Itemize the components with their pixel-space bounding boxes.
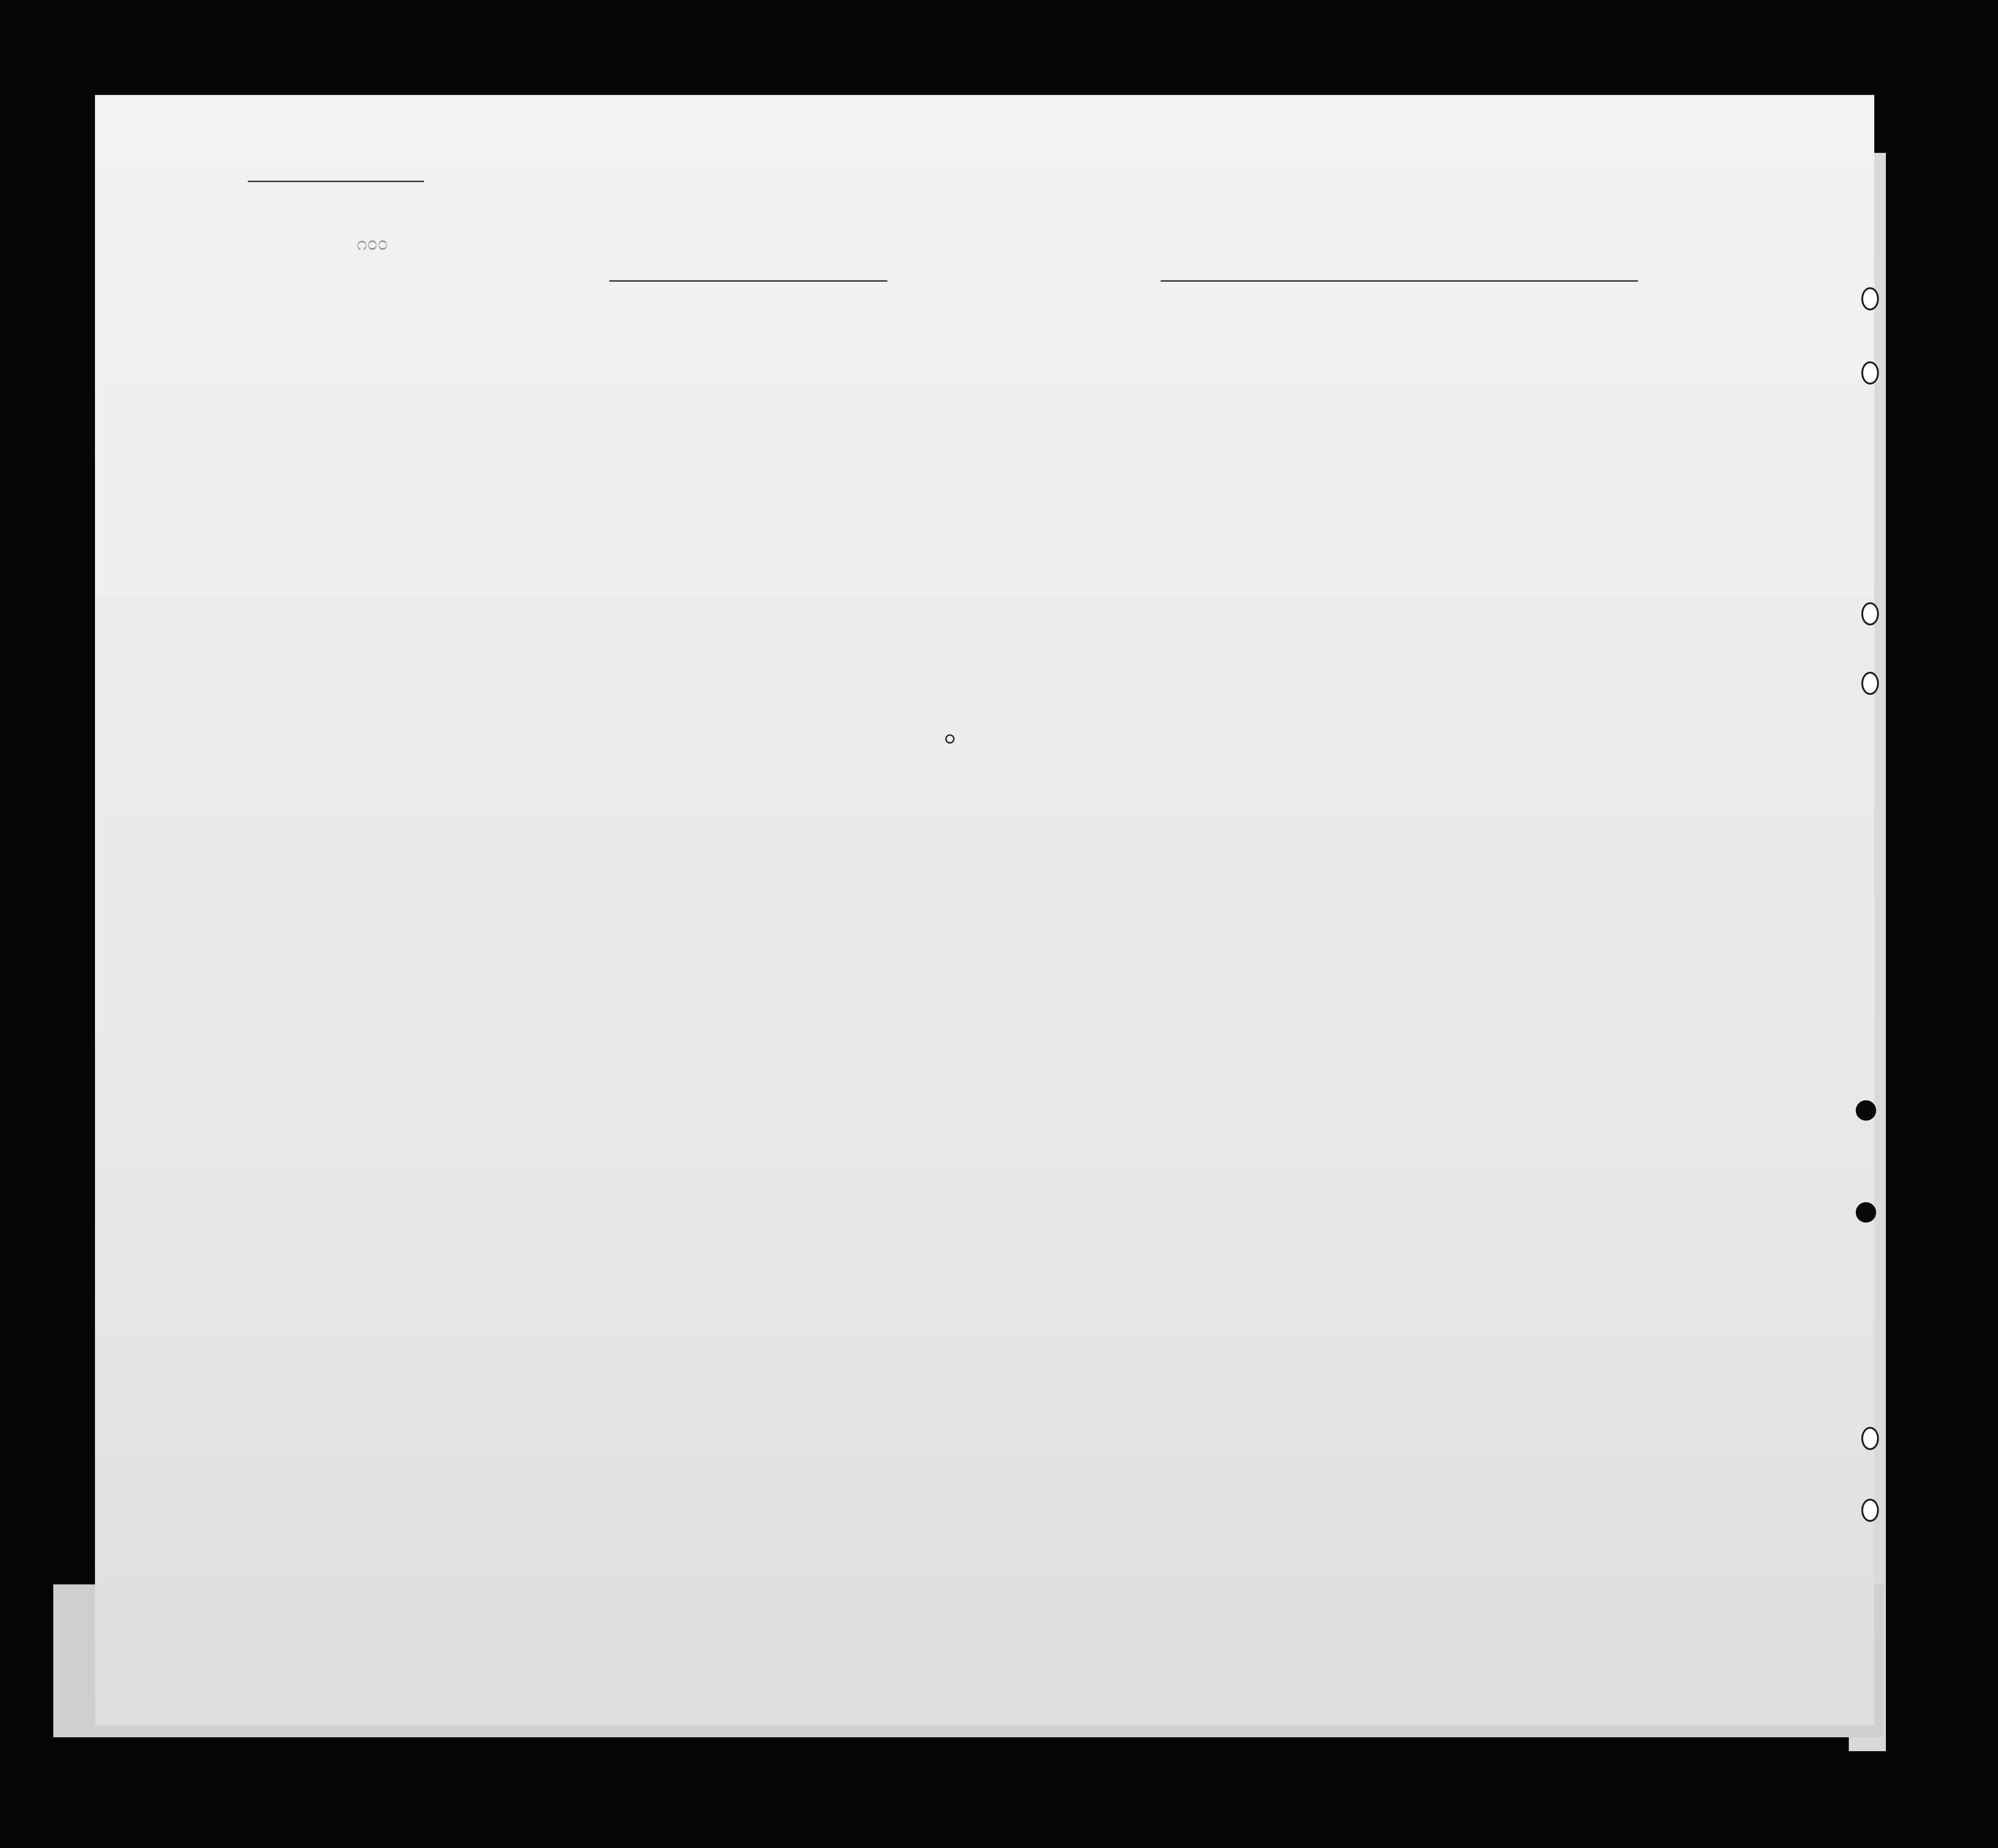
binder-hole [1861, 287, 1879, 310]
stamp-ring [945, 734, 955, 744]
binder-hole [1861, 361, 1879, 385]
ship-underline [609, 280, 887, 282]
binder-hole [1861, 1427, 1879, 1450]
list-underline [248, 181, 424, 182]
binder-hole [1856, 1100, 1876, 1121]
table-grid [95, 95, 1874, 1726]
binder-hole [1861, 1499, 1879, 1522]
binder-hole [1861, 672, 1879, 695]
binder-hole [1861, 602, 1879, 625]
manifest-sheet [95, 95, 1874, 1726]
sailing-underline [1161, 280, 1638, 282]
binder-hole [1856, 1202, 1876, 1223]
ghost-mark: ೧೦೦ [357, 235, 388, 256]
